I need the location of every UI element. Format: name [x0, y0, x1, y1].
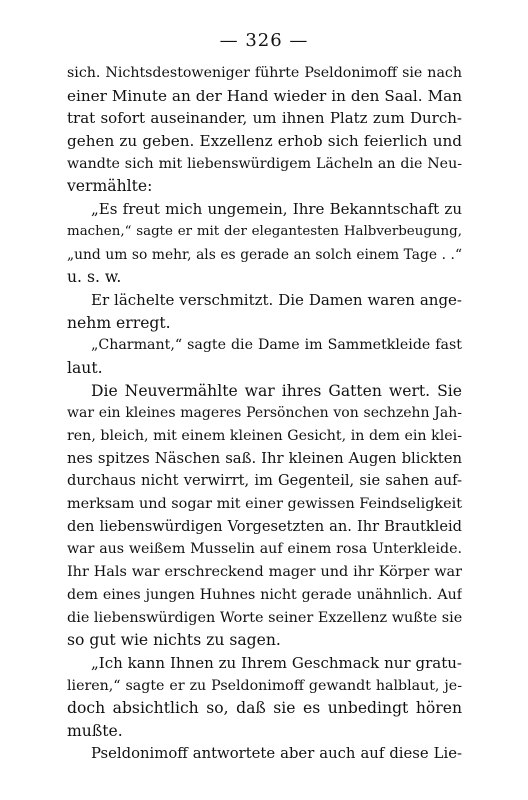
text-line: machen,“ sagte er mit der elegantesten Halbverbeugung,: [67, 223, 462, 239]
text-line: „und um so mehr, als es gerade an solch einem Tage . .“: [67, 246, 462, 263]
text-line: u. s. w.: [67, 268, 122, 287]
text-line: nes spitzes Näschen saß. Ihr kleinen Augen blickten: [67, 449, 462, 467]
text-line: dem eines jungen Huhnes nicht gerade unähnlich. Auf: [67, 586, 462, 603]
text-line: durchaus nicht verwirrt, im Gegenteil, sie sahen auf-: [67, 472, 462, 490]
text-line: lieren,“ sagte er zu Pseldonimoff gewandt halblaut, je-: [67, 677, 462, 694]
text-line: die liebenswürdigen Worte seiner Exzellenz wußte sie: [67, 609, 462, 626]
text-line: war ein kleines mageres Persönchen von sechzehn Jah-: [67, 405, 462, 422]
text-line: „Ich kann Ihnen zu Ihrem Geschmack nur gratu-: [91, 653, 462, 672]
text-line: Er lächelte verschmitzt. Die Damen waren ange-: [91, 290, 462, 309]
text-line: ren, bleich, mit einem kleinen Gesicht, in dem ein klei-: [67, 428, 462, 444]
text-line: laut.: [67, 358, 103, 377]
text-line: mußte.: [67, 721, 123, 740]
text-line: Die Neuvermählte war ihres Gatten wert. Sie: [91, 381, 462, 400]
text-line: den liebenswürdigen Vorgesetzten an. Ihr Brautkleid: [67, 517, 462, 535]
text-line: „Charmant,“ sagte die Dame im Sammetkleide fast: [91, 337, 462, 354]
body-text: [67, 62, 462, 765]
page-number: — 326 —: [219, 30, 309, 51]
text-line: Pseldonimoff antwortete aber auch auf diese Lie-: [91, 744, 462, 762]
text-line: „Es freut mich ungemein, Ihre Bekanntschaft zu: [91, 200, 462, 219]
text-line: doch absichtlich so, daß sie es unbedingt hören: [67, 699, 462, 718]
text-line: Ihr Hals war erschreckend mager und ihr Körper war: [67, 564, 462, 581]
text-line: trat sofort auseinander, um ihnen Platz zum Durch-: [67, 109, 462, 128]
text-line: war aus weißem Musselin auf einem rosa Unterkleide.: [67, 541, 462, 558]
text-line: einer Minute an der Hand wieder in den Saal. Man: [67, 86, 462, 105]
text-line: wandte sich mit liebenswürdigem Lächeln an die Neu-: [67, 155, 462, 172]
text-line: vermählte:: [67, 177, 153, 196]
text-line: gehen zu geben. Exzellenz erhob sich feierlich und: [67, 132, 462, 151]
text-line: nehm erregt.: [67, 313, 171, 332]
text-line: sich. Nichtsdestoweniger führte Pseldonimoff sie nach: [67, 65, 462, 81]
text-line: merksam und sogar mit einer gewissen Feindseligkeit: [67, 496, 462, 513]
text-line: so gut wie nichts zu sagen.: [67, 631, 281, 650]
